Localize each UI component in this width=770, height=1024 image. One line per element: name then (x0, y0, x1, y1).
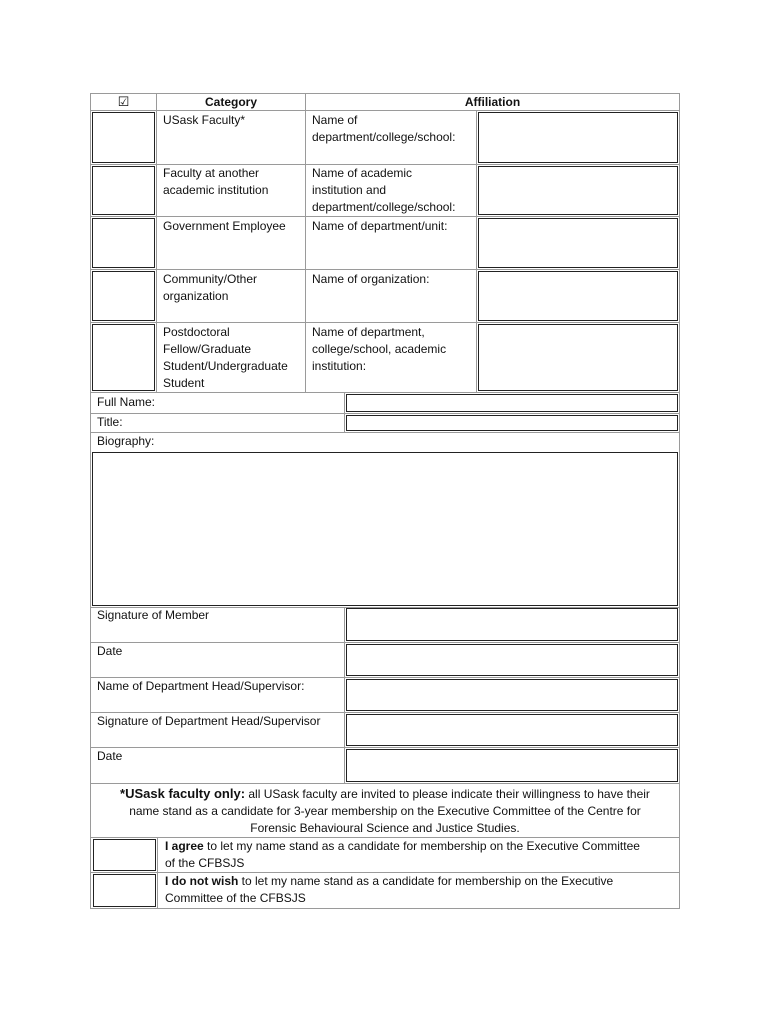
affiliation-input-other-institution[interactable] (478, 166, 678, 215)
col-divider-2 (305, 93, 306, 392)
agree-option-text (165, 838, 677, 855)
affiliation-label: Name of organization: (312, 272, 430, 286)
usask-note-line3: Forensic Behavioural Science and Justice Studies. (250, 821, 520, 835)
do-not-wish-rest: to let my name stand as a candidate for membership on the Executive (238, 874, 614, 888)
signature-member-label: Signature of Member (97, 608, 210, 622)
row-divider (90, 783, 680, 784)
category-column-header: Category (204, 95, 257, 109)
head-signature-label: Signature of Department Head/Supervisor (97, 714, 321, 728)
category-checkbox-usask-faculty[interactable] (92, 112, 155, 163)
col-divider-1 (156, 93, 157, 392)
row-divider (90, 322, 680, 323)
category-label: USask Faculty* (163, 113, 246, 127)
do-not-wish-option-line2: Committee of the CFBSJS (165, 891, 306, 905)
row-divider (90, 747, 680, 748)
category-label: Faculty at another academic institution (163, 166, 269, 197)
col-divider-3 (476, 110, 477, 392)
head-signature-input[interactable] (346, 714, 678, 746)
col-divider-fields (344, 392, 345, 433)
date-member-input[interactable] (346, 644, 678, 676)
table-bottom-border (90, 908, 680, 909)
agree-rest: to let my name stand as a candidate for membership on the Executive Committee (203, 839, 640, 853)
affiliation-label: Name of department/college/school: (312, 113, 456, 144)
head-name-input[interactable] (346, 679, 678, 711)
date-label: Date (97, 749, 123, 763)
full-name-input[interactable] (346, 394, 678, 412)
affiliation-input-government[interactable] (478, 218, 678, 268)
do-not-wish-bold: I do not wish (165, 874, 239, 888)
row-divider (90, 413, 680, 414)
row-divider (90, 392, 680, 393)
affiliation-column-header: Affiliation (464, 95, 521, 109)
agree-option-line2: of the CFBSJS (165, 856, 245, 870)
checkbox-column-header: ☑ (117, 94, 130, 109)
head-name-label: Name of Department Head/Supervisor: (97, 679, 305, 693)
affiliation-label: Name of department, college/school, academic institution: (312, 325, 447, 373)
category-label: Government Employee (163, 219, 286, 233)
row-divider (90, 216, 680, 217)
signature-member-input[interactable] (346, 608, 678, 641)
col-divider-signatures (344, 607, 345, 783)
biography-label: Biography: (97, 434, 155, 448)
date-head-input[interactable] (346, 749, 678, 782)
do-not-wish-option-text (165, 873, 677, 890)
agree-bold: I agree (165, 839, 204, 853)
category-checkbox-student[interactable] (92, 324, 155, 391)
category-checkbox-community[interactable] (92, 271, 155, 321)
do-not-wish-checkbox[interactable] (93, 874, 156, 907)
agree-checkbox[interactable] (93, 839, 156, 871)
usask-note-line1 (91, 785, 679, 803)
usask-note-text: all USask faculty are invited to please indicate their willingness to have their (245, 787, 650, 801)
full-name-label: Full Name: (97, 395, 156, 409)
biography-textarea[interactable] (92, 452, 678, 606)
category-checkbox-other-institution[interactable] (92, 166, 155, 215)
category-label: Community/Other organization (163, 272, 258, 303)
date-label: Date (97, 644, 123, 658)
row-divider (90, 432, 680, 433)
title-label: Title: (97, 415, 123, 429)
row-divider (90, 642, 680, 643)
col-divider-options (157, 837, 158, 908)
row-divider (90, 269, 680, 270)
title-input[interactable] (346, 415, 678, 431)
affiliation-label: Name of academic institution and department/college/school: (312, 166, 456, 214)
category-label: Postdoctoral Fellow/Graduate Student/Undergraduate Student (163, 325, 288, 390)
usask-note-bold: *USask faculty only: (120, 786, 246, 801)
category-checkbox-government[interactable] (92, 218, 155, 268)
affiliation-label: Name of department/unit: (312, 219, 448, 233)
affiliation-input-usask-faculty[interactable] (478, 112, 678, 163)
affiliation-input-community[interactable] (478, 271, 678, 321)
usask-note-line2: name stand as a candidate for 3-year membership on the Executive Committee of the Centre for (129, 804, 641, 818)
affiliation-input-student[interactable] (478, 324, 678, 391)
